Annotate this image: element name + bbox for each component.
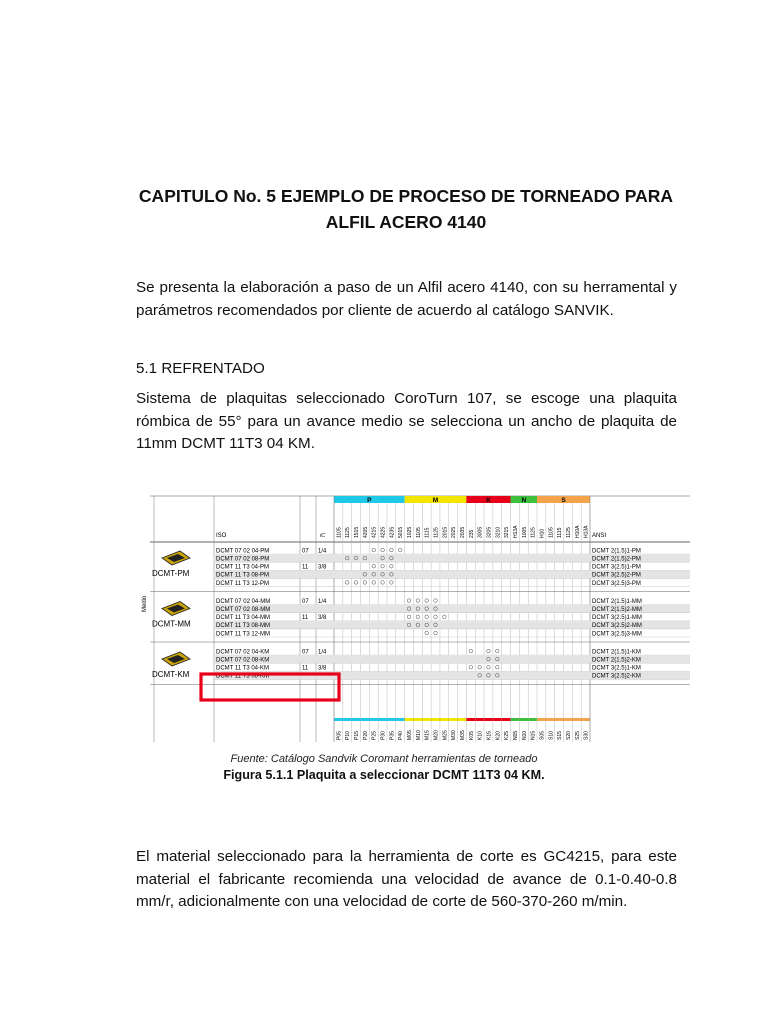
grade-mark-2-2-1 (478, 665, 482, 669)
grade-bottom-8: M05 (407, 730, 414, 740)
iso-code-0-2: DCMT 11 T3 04-PM (216, 564, 270, 571)
grade-top-15: 235 (468, 529, 475, 538)
grade-bottom-16: K10 (477, 731, 484, 740)
grade-top-1: 1125 (345, 527, 352, 538)
ic-2-0: 1/4 (318, 649, 327, 656)
grade-top-17: 3205 (486, 526, 493, 538)
material-label-m: M (432, 497, 439, 504)
iso-code-0-1: DCMT 07 02 08-PM (216, 556, 270, 563)
grade-top-4: 4215 (371, 526, 378, 538)
grade-mark-1-4-1 (434, 631, 438, 635)
grade-bottom-6: P35 (389, 731, 396, 740)
iso-code-1-2: DCMT 11 T3 04-MM (216, 615, 271, 622)
material-footer-band-n (511, 718, 537, 721)
size-0-2: 11 (302, 564, 309, 571)
grade-top-26: 1125 (565, 527, 572, 538)
grade-bottom-1: P10 (345, 731, 352, 740)
grade-mark-0-0-3 (398, 548, 402, 552)
grade-mark-0-2-1 (381, 564, 385, 568)
iso-code-2-1: DCMT 07 02 08-KM (216, 657, 270, 664)
material-label-k: K (486, 497, 491, 504)
grade-bottom-5: P30 (380, 731, 387, 740)
grade-bottom-23: S05 (539, 731, 546, 740)
grade-top-6: 4235 (389, 526, 396, 538)
iso-code-0-3: DCMT 11 T3 08-PM (216, 572, 270, 579)
grade-bottom-4: P25 (371, 731, 378, 740)
grade-top-2: 1515 (354, 526, 361, 538)
grade-mark-0-0-1 (381, 548, 385, 552)
ic-2-2: 3/8 (318, 665, 327, 672)
section-heading: 5.1 REFRENTADO (136, 360, 265, 377)
grade-mark-0-4-3 (372, 581, 376, 585)
col-ansi-label: ANSI (592, 533, 607, 539)
chapter-title-line1: CAPITULO No. 5 EJEMPLO DE PROCESO DE TORNEADO PARA (138, 186, 674, 206)
grade-mark-0-0-0 (372, 548, 376, 552)
iso-code-2-3: DCMT 11 T3 08-KM (216, 673, 270, 680)
grade-top-27: H10A (574, 525, 581, 538)
grade-bottom-13: M30 (451, 730, 458, 740)
grade-mark-2-2-3 (496, 665, 500, 669)
material-footer-band-k (466, 718, 510, 721)
grade-top-20: H13A (512, 525, 519, 538)
grade-top-25: 1115 (557, 527, 564, 538)
grade-top-24: 1105 (548, 527, 555, 538)
grade-mark-2-0-1 (487, 649, 491, 653)
grade-top-12: 2015 (442, 526, 449, 538)
grade-mark-0-4-5 (390, 581, 394, 585)
grade-mark-1-0-2 (425, 599, 429, 603)
material-footer-band-m (405, 718, 467, 721)
ansi-code-1-4: DCMT 3(2.5)3-MM (592, 631, 642, 638)
grade-mark-2-0-0 (469, 649, 473, 653)
ansi-code-0-3: DCMT 3(2.5)2-PM (592, 572, 641, 579)
grade-bottom-11: M20 (433, 730, 440, 740)
grade-bottom-17: K15 (486, 731, 493, 740)
figure-source: Fuente: Catálogo Sandvik Coromant herramientas de torneado (230, 753, 538, 765)
intro-paragraph: Se presenta la elaboración a paso de un Alfil acero 4140, con su herramental y parámetros recomendados por cliente de acuerdo al catálogo SANVIK. (136, 279, 677, 319)
grade-mark-1-2-0 (407, 615, 411, 619)
ic-0-2: 3/8 (318, 564, 327, 571)
grade-top-7: 5015 (398, 526, 405, 538)
ansi-code-1-2: DCMT 3(2.5)1-MM (592, 615, 642, 622)
grade-top-14: 2035 (460, 526, 466, 538)
ic-0-0: 1/4 (318, 548, 327, 555)
ansi-code-2-2: DCMT 3(2.5)1-KM (592, 665, 641, 672)
grade-top-10: 1115 (424, 527, 431, 538)
grade-top-19: 3215 (504, 526, 511, 538)
iso-code-1-4: DCMT 11 T3 12-MM (216, 631, 271, 638)
grade-bottom-18: K20 (495, 731, 502, 740)
grade-bottom-21: N10 (521, 730, 528, 740)
grade-mark-1-2-3 (434, 615, 438, 619)
chapter-title (120, 183, 692, 235)
ansi-code-1-1: DCMT 2(1.5)2-MM (592, 607, 642, 613)
col-iso-label: ISO (216, 533, 227, 539)
insert-name-1: DCMT-MM (152, 619, 191, 629)
grade-top-11: 1125 (433, 527, 440, 538)
grade-top-16: 3005 (477, 526, 484, 538)
grade-bottom-10: M15 (424, 730, 431, 740)
col-ic-label: iC (320, 533, 326, 539)
grade-bottom-27: S25 (574, 731, 581, 740)
material-label-p: P (367, 497, 372, 504)
ic-1-2: 3/8 (318, 615, 327, 622)
grade-mark-1-2-2 (425, 615, 429, 619)
grade-bottom-9: M10 (415, 730, 422, 740)
grade-mark-0-4-1 (354, 581, 358, 585)
grade-bottom-2: P15 (354, 731, 361, 740)
grade-bottom-14: M35 (460, 730, 466, 740)
grade-top-23: H10 (539, 528, 546, 538)
size-1-2: 11 (302, 615, 309, 622)
ansi-code-0-1: DCMT 2(1.5)2-PM (592, 556, 641, 563)
size-1-0: 07 (302, 598, 309, 605)
chapter-title-line2: ALFIL ACERO 4140 (325, 212, 487, 232)
grade-mark-1-2-4 (443, 615, 447, 619)
grade-mark-0-4-0 (345, 581, 349, 585)
grade-bottom-7: P40 (398, 731, 405, 740)
grade-mark-0-4-2 (363, 581, 367, 585)
grade-mark-0-2-2 (390, 564, 394, 568)
iso-code-1-3: DCMT 11 T3 08-MM (216, 623, 271, 630)
grade-top-28: H13A (583, 525, 590, 538)
grade-mark-1-4-0 (425, 631, 429, 635)
grade-mark-0-4-4 (381, 581, 385, 585)
iso-code-2-2: DCMT 11 T3 04-KM (216, 665, 270, 672)
size-2-0: 07 (302, 649, 309, 656)
ansi-code-1-0: DCMT 2(1.5)1-MM (592, 598, 642, 605)
ansi-code-0-4: DCMT 3(2.5)3-PM (592, 580, 641, 587)
grade-bottom-20: N05 (512, 730, 519, 740)
material-label-n: N (521, 497, 527, 504)
ic-1-0: 1/4 (318, 598, 327, 605)
ansi-code-2-3: DCMT 3(2.5)2-KM (592, 673, 641, 680)
grade-mark-1-0-3 (434, 599, 438, 603)
group-label-medio: Medio (142, 595, 148, 612)
ansi-code-2-1: DCMT 2(1.5)2-KM (592, 657, 641, 664)
size-0-0: 07 (302, 548, 309, 555)
grade-mark-2-2-0 (469, 665, 473, 669)
grade-mark-1-2-1 (416, 615, 420, 619)
grade-bottom-15: K05 (468, 731, 475, 740)
ansi-code-1-3: DCMT 3(2.5)2-MM (592, 623, 642, 630)
ansi-code-0-0: DCMT 2(1.5)1-PM (592, 548, 641, 555)
grade-top-22: 1125 (530, 527, 537, 538)
iso-code-0-0: DCMT 07 02 04-PM (216, 548, 270, 555)
figure-caption: Figura 5.1.1 Plaquita a seleccionar DCMT 11T3 04 KM. (223, 768, 545, 782)
grade-mark-0-2-0 (372, 564, 376, 568)
insert-name-2: DCMT-KM (152, 670, 190, 679)
grade-bottom-12: M25 (442, 730, 449, 740)
grade-bottom-19: K25 (504, 731, 511, 740)
grade-top-5: 4225 (380, 526, 387, 538)
grade-top-0: 1105 (336, 527, 343, 538)
grade-mark-0-0-2 (390, 548, 394, 552)
grade-mark-1-0-0 (407, 599, 411, 603)
ansi-code-2-0: DCMT 2(1.5)1-KM (592, 649, 641, 656)
grade-bottom-26: S20 (565, 731, 572, 740)
section-paragraph: Sistema de plaquitas seleccionado CoroTurn 107, se escoge una plaquita rómbica de 55° para un avance medio se selecciona un ancho de plaquita de 11mm DCMT 11T3 04 KM. (136, 390, 677, 452)
grade-top-21: 1005 (521, 526, 528, 538)
grade-mark-1-0-1 (416, 599, 420, 603)
iso-code-2-0: DCMT 07 02 04-KM (216, 649, 270, 656)
insert-selection-table (142, 494, 690, 742)
grade-mark-2-0-2 (496, 649, 500, 653)
grade-bottom-0: P05 (336, 731, 343, 740)
grade-mark-2-2-2 (487, 665, 491, 669)
grade-top-3: 4205 (362, 526, 369, 538)
grade-top-9: 1105 (415, 527, 422, 538)
ansi-code-0-2: DCMT 3(2.5)1-PM (592, 564, 641, 571)
iso-code-0-4: DCMT 11 T3 12-PM (216, 580, 270, 587)
iso-code-1-1: DCMT 07 02 08-MM (216, 607, 271, 613)
grade-bottom-28: S30 (583, 731, 590, 740)
iso-code-1-0: DCMT 07 02 04-MM (216, 598, 271, 605)
grade-bottom-24: S10 (548, 731, 555, 740)
size-2-2: 11 (302, 665, 309, 672)
grade-bottom-3: P20 (362, 731, 369, 740)
material-label-s: S (561, 497, 566, 504)
closing-paragraph: El material seleccionado para la herramienta de corte es GC4215, para este material el fabricante recomienda una velocidad de avance de 0.1-0.40-0.8 mm/r, adicionalmente con una velocidad de corte de 560-370-260 m/min. (136, 848, 677, 910)
grade-top-18: 3210 (495, 526, 502, 538)
grade-top-13: 2025 (451, 526, 458, 538)
insert-name-0: DCMT-PM (152, 569, 190, 578)
grade-bottom-22: N15 (530, 730, 537, 740)
grade-bottom-25: S15 (557, 731, 564, 740)
grade-top-8: 1025 (407, 526, 414, 538)
